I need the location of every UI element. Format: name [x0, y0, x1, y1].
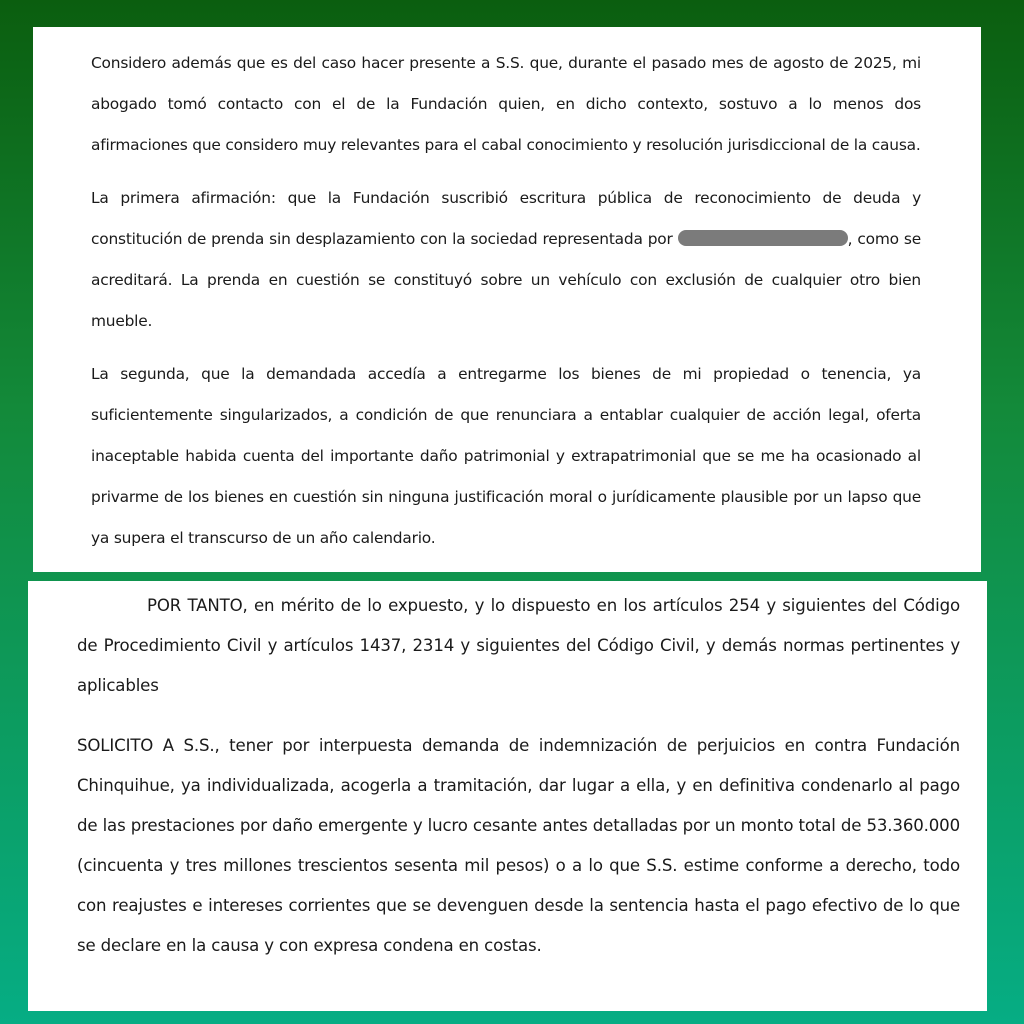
- redacted-name-bar: [678, 230, 848, 246]
- document-excerpt-bottom: [28, 581, 987, 1011]
- paragraph-primera-text-end: , como se acreditará. La prenda en cuestión se constituyó sobre un vehículo con exclusión de cualquier otro bien mueble.: [91, 230, 921, 330]
- paragraph-considero: Considero además que es del caso hacer presente a S.S. que, durante el pasado mes de agosto de 2025, mi abogado tomó contacto con el de la Fundación quien, en dicho contexto, sostuvo a lo menos dos afirmaciones que considero muy relevantes para el cabal conocimiento y resolución jurisdiccional de la causa.: [91, 54, 921, 154]
- paragraph-segunda: La segunda, que la demandada accedía a entregarme los bienes de mi propiedad o tenencia, ya suficientemente singularizados, a condición de que renunciara a entablar cualquier de acción legal, oferta inaceptable habida cuenta del importante daño patrimonial y extrapatrimonial que se me ha ocasionado al privarme de los bienes en cuestión sin ninguna justificación moral o jurídicamente plausible por un lapso que ya supera el transcurso de un año calendario.: [91, 365, 921, 547]
- paragraph-solicito: SOLICITO A S.S., tener por interpuesta demanda de indemnización de perjuicios en contra Fundación Chinquihue, ya individualizada, acogerla a tramitación, dar lugar a ella, y en definitiva condenarlo al pago de las prestaciones por daño emergente y lucro cesante antes detalladas por un monto total de 53.360.000 (cincuenta y tres millones trescientos sesenta mil pesos) o a lo que S.S. estime conforme a derecho, todo con reajustes e intereses corrientes que se devenguen desde la sentencia hasta el pago efectivo de lo que se declare en la causa y con expresa condena en costas.: [77, 736, 960, 955]
- document-excerpt-top: [33, 27, 981, 572]
- paragraph-por-tanto: POR TANTO, en mérito de lo expuesto, y lo dispuesto en los artículos 254 y siguientes del Código de Procedimiento Civil y artículos 1437, 2314 y siguientes del Código Civil, y demás normas pertinentes y aplicables: [77, 596, 960, 695]
- paragraph-primera-afirmacion: [91, 178, 921, 342]
- paragraph-primera-text-start: La primera afirmación: que la Fundación suscribió escritura pública de reconocimiento de deuda y constitución de prenda sin desplazamiento con la sociedad representada por: [91, 189, 921, 248]
